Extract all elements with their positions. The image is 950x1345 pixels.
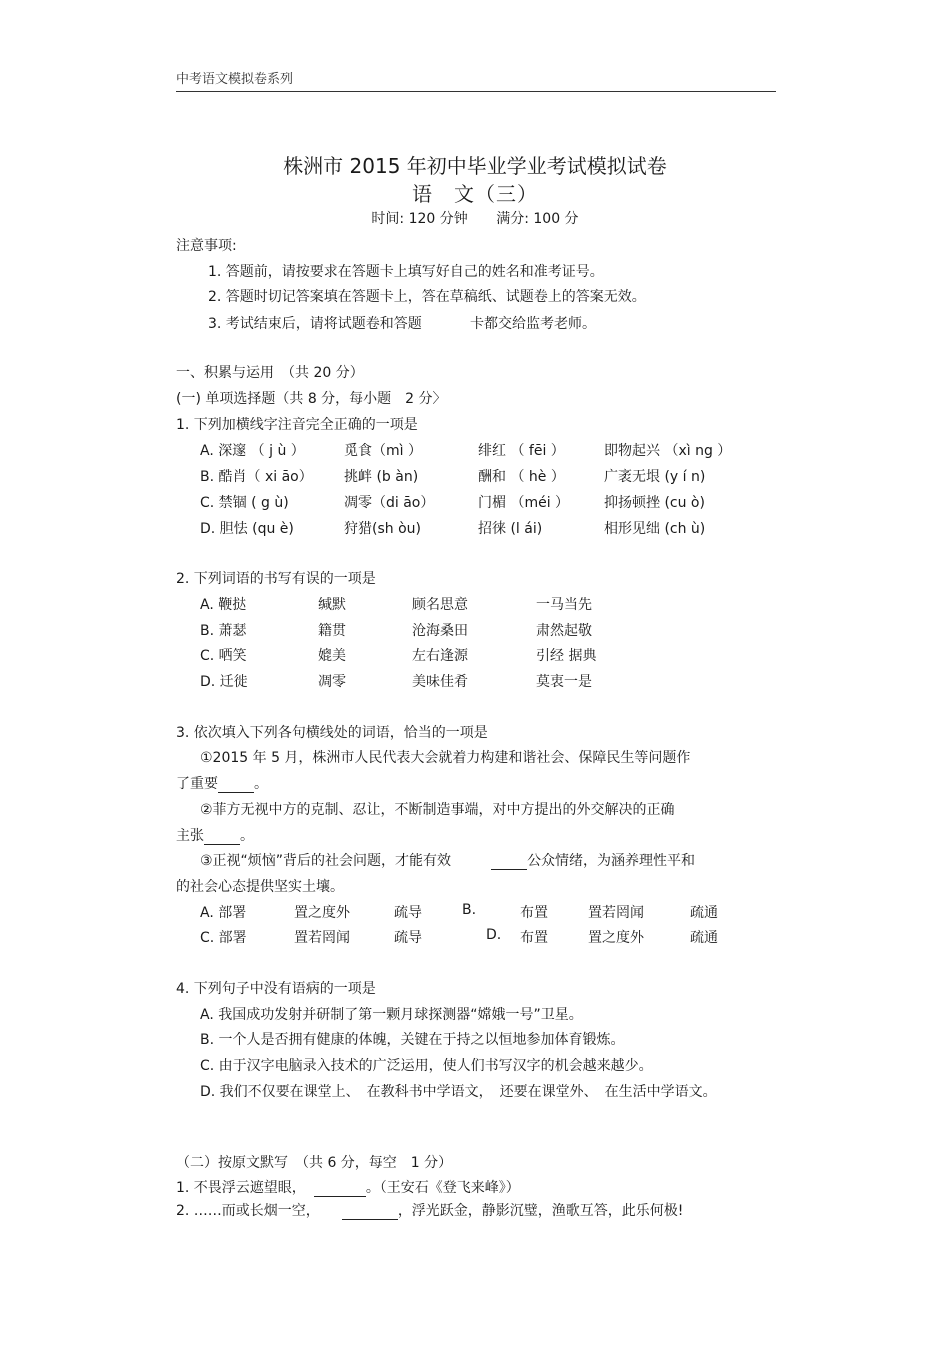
sentence-text <box>200 850 695 870</box>
sentence-fragment: 主张 <box>176 828 204 844</box>
notice-item: 2. 答题时切记答案填在答题卡上，答在草稿纸、试题卷上的答案无效。 <box>208 289 646 305</box>
option-cell: A. 鞭挞 <box>200 597 247 613</box>
option-cell: B. 酷肖（ xi āo） <box>200 469 313 485</box>
option-cell: 美味佳肴 <box>412 674 468 690</box>
option-cell: 觅食（mì ） <box>344 443 422 459</box>
sentence-text: 的社会心态提供坚实土壤。 <box>176 879 344 895</box>
option-cell: C. 部署 <box>200 930 247 946</box>
option-cell: 肃然起敬 <box>536 623 592 639</box>
sentence-fragment: 2. ……而或长烟一空， <box>176 1203 320 1219</box>
option-cell: D. 胆怯 (qu è) <box>200 521 294 537</box>
option-cell: 疏通 <box>690 905 718 921</box>
option-cell: 一马当先 <box>536 597 592 613</box>
option-cell: 招徕 (l ái) <box>478 521 543 537</box>
part-heading: (一) 单项选择题（共 8 分，每小题 2 分〉 <box>176 391 447 407</box>
option-cell: 酬和 （ hè ） <box>478 469 565 485</box>
section-heading: 一、积累与运用 （共 20 分） <box>176 365 364 381</box>
exam-title: 株洲市 2015 年初中毕业学业考试模拟试卷 <box>283 154 667 178</box>
option-cell: 置若罔闻 <box>294 930 350 946</box>
sentence-fragment: 了重要 <box>176 776 218 792</box>
page-header: 中考语文模拟卷系列 <box>176 72 294 87</box>
sentence-text <box>176 773 268 793</box>
option-cell: 籍贯 <box>318 623 346 639</box>
option-sentence: B. 一个人是否拥有健康的体魄，关键在于持之以恒地参加体育锻炼。 <box>200 1032 625 1048</box>
option-cell: A. 深邃 （ j ù ） <box>200 443 305 459</box>
option-cell: 引经 据典 <box>536 648 597 664</box>
option-cell: 即物起兴 （xì ng ） <box>604 443 732 459</box>
option-cell: 布置 <box>520 905 548 921</box>
option-cell: 广袤无垠 (y í n) <box>604 469 706 485</box>
option-cell: C. 禁锢 ( g ù) <box>200 495 289 511</box>
blank-line <box>314 1180 366 1197</box>
sentence-text: ①2015 年 5 月，株洲市人民代表大会就着力构建和谐社会、保障民生等问题作 <box>200 750 691 766</box>
option-cell: D. <box>486 927 502 943</box>
option-cell: 凋零 <box>318 674 346 690</box>
punctuation: 。 <box>254 776 268 792</box>
blank-line <box>342 1203 398 1220</box>
option-cell: 疏通 <box>690 930 718 946</box>
option-cell: 绯红 （ fēi ） <box>478 443 565 459</box>
option-cell: 置之度外 <box>588 930 644 946</box>
question-stem: 4. 下列句子中没有语病的一项是 <box>176 981 376 997</box>
option-cell: B. 萧瑟 <box>200 623 247 639</box>
option-cell: B. <box>462 902 477 918</box>
option-cell: 门楣 （méi ） <box>478 495 570 511</box>
exam-meta <box>0 208 950 228</box>
option-cell: 凋零（di āo） <box>344 495 435 511</box>
sentence-fragment: ，浮光跃金，静影沉璧，渔歌互答，此乐何极! <box>397 1203 684 1219</box>
notice-label: 注意事项: <box>176 238 237 254</box>
option-cell: D. 迁徙 <box>200 674 248 690</box>
sentence-fragment: ③正视“烦恼”背后的社会问题，才能有效 <box>200 853 452 869</box>
sentence-fragment: 公众情绪，为涵养理性平和 <box>527 853 696 869</box>
punctuation: 。 <box>240 828 254 844</box>
option-cell: C. 哂笑 <box>200 648 247 664</box>
option-cell: 置若罔闻 <box>588 905 644 921</box>
option-sentence: C. 由于汉字电脑录入技术的广泛运用，使人们书写汉字的机会越来越少。 <box>200 1058 653 1074</box>
option-sentence: D. 我们不仅要在课堂上、 在教科书中学语文， 还要在课堂外、 在生活中学语文。 <box>200 1084 717 1100</box>
blank-line <box>491 853 527 870</box>
option-cell: 莫衷一是 <box>536 674 592 690</box>
sentence-text: ②菲方无视中方的克制、忍让，不断制造事端，对中方提出的外交解决的正确 <box>200 802 675 818</box>
option-cell: 媲美 <box>318 648 346 664</box>
time-limit: 时间: 120 分钟 <box>371 211 468 227</box>
option-cell: 疏导 <box>394 905 422 921</box>
part-heading: （二）按原文默写 （共 6 分，每空 1 分） <box>176 1155 453 1171</box>
option-sentence: A. 我国成功发射并研制了第一颗月球探测器“嫦娥一号”卫星。 <box>200 1007 583 1023</box>
option-cell: 抑扬顿挫 (cu ò) <box>604 495 705 511</box>
option-cell: 相形见绌 (ch ù) <box>604 521 706 537</box>
option-cell: 挑衅 (b àn) <box>344 469 419 485</box>
recitation-line <box>176 1177 520 1197</box>
blank-line <box>204 828 240 845</box>
option-cell: 顾名思意 <box>412 597 468 613</box>
option-cell: A. 部署 <box>200 905 247 921</box>
sentence-fragment: 。（王安石《登飞来峰》） <box>365 1180 520 1196</box>
recitation-line <box>176 1200 683 1220</box>
sentence-fragment: 1. 不畏浮云遮望眼， <box>176 1180 306 1196</box>
notice-item: 卡都交给监考老师。 <box>470 316 596 332</box>
option-cell: 疏导 <box>394 930 422 946</box>
blank-line <box>218 776 254 793</box>
notice-item: 3. 考试结束后，请将试题卷和答题 <box>208 316 422 332</box>
option-cell: 缄默 <box>318 597 346 613</box>
full-score: 满分: 100 分 <box>496 211 579 227</box>
option-cell: 左右逢源 <box>412 648 468 664</box>
option-cell: 沧海桑田 <box>412 623 468 639</box>
question-stem: 1. 下列加横线字注音完全正确的一项是 <box>176 417 418 433</box>
question-stem: 3. 依次填入下列各句横线处的词语，恰当的一项是 <box>176 725 488 741</box>
header-rule <box>176 91 776 92</box>
notice-item: 1. 答题前，请按要求在答题卡上填写好自己的姓名和准考证号。 <box>208 264 604 280</box>
sentence-text <box>176 825 254 845</box>
question-stem: 2. 下列词语的书写有误的一项是 <box>176 571 376 587</box>
option-cell: 置之度外 <box>294 905 350 921</box>
exam-subtitle: 语 文（三） <box>412 182 538 206</box>
option-cell: 狩猎(sh òu) <box>344 521 421 537</box>
option-cell: 布置 <box>520 930 548 946</box>
